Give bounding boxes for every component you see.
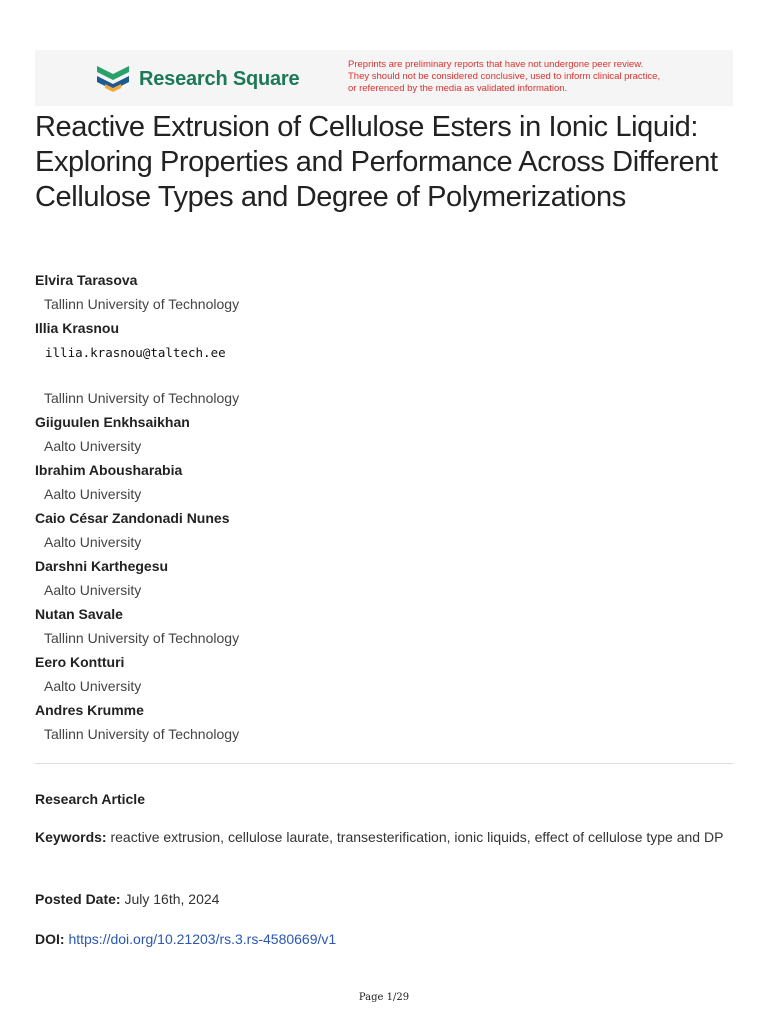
research-square-logo-icon [95, 64, 131, 94]
author-name[interactable]: Ibrahim Abousharabia [35, 462, 183, 478]
author-name[interactable]: Eero Kontturi [35, 654, 125, 670]
author-name[interactable]: Andres Krumme [35, 702, 144, 718]
author-entry [35, 413, 735, 457]
author-affiliation: Tallinn University of Technology [44, 630, 240, 646]
research-square-logo[interactable] [95, 64, 299, 94]
author-affiliation: Tallinn University of Technology [44, 296, 240, 312]
author-affiliation: Tallinn University of Technology [44, 726, 240, 742]
author-name[interactable]: Caio César Zandonadi Nunes [35, 510, 230, 526]
doi-label: DOI: [35, 931, 65, 947]
brand-name: Research Square [139, 67, 300, 90]
author-name[interactable]: Giiguulen Enkhsaikhan [35, 414, 190, 430]
page-number: Page 1/29 [358, 992, 410, 1003]
author-entry [35, 509, 735, 553]
author-affiliation: Aalto University [44, 486, 142, 502]
paper-title: Reactive Extrusion of Cellulose Esters in Ionic Liquid: Exploring Properties and Performance Across Different Cellulose Types and Degree of Polymerizations [35, 111, 718, 213]
author-entry [35, 271, 735, 315]
article-type: Research Article [35, 791, 145, 807]
disclaimer-line: They should not be considered conclusive, used to inform clinical practice, [348, 71, 661, 82]
author-entry [35, 605, 735, 649]
keywords-row [35, 826, 735, 848]
doi-link[interactable]: https://doi.org/10.21203/rs.3.rs-4580669/v1 [68, 931, 337, 947]
author-entry [35, 557, 735, 601]
author-affiliation: Aalto University [44, 678, 142, 694]
author-affiliation: Aalto University [44, 534, 142, 550]
author-name[interactable]: Elvira Tarasova [35, 272, 138, 288]
author-name[interactable]: Illia Krasnou [35, 320, 120, 336]
keywords-label: Keywords: [35, 829, 107, 845]
preprint-disclaimer [348, 59, 660, 95]
author-affiliation: Aalto University [44, 438, 142, 454]
author-list [35, 271, 735, 749]
author-affiliation: Tallinn University of Technology [44, 390, 240, 406]
posted-date-label: Posted Date: [35, 891, 121, 907]
author-entry [35, 461, 735, 505]
posted-date-row [35, 888, 735, 910]
disclaimer-line: Preprints are preliminary reports that have not undergone peer review. [348, 59, 644, 70]
author-entry [35, 319, 735, 409]
section-divider [35, 763, 733, 764]
author-name[interactable]: Darshni Karthegesu [35, 558, 169, 574]
posted-date-value: July 16th, 2024 [124, 891, 220, 907]
author-name[interactable]: Nutan Savale [35, 606, 123, 622]
keywords-value: reactive extrusion, cellulose laurate, transesterification, ionic liquids, effect of cellulose type and DP [110, 829, 724, 845]
author-entry [35, 701, 735, 745]
author-email[interactable]: illia.krasnou@taltech.ee [45, 345, 226, 360]
author-affiliation: Aalto University [44, 582, 142, 598]
doi-row [35, 928, 735, 950]
disclaimer-line: or referenced by the media as validated information. [348, 83, 568, 94]
author-entry [35, 653, 735, 697]
